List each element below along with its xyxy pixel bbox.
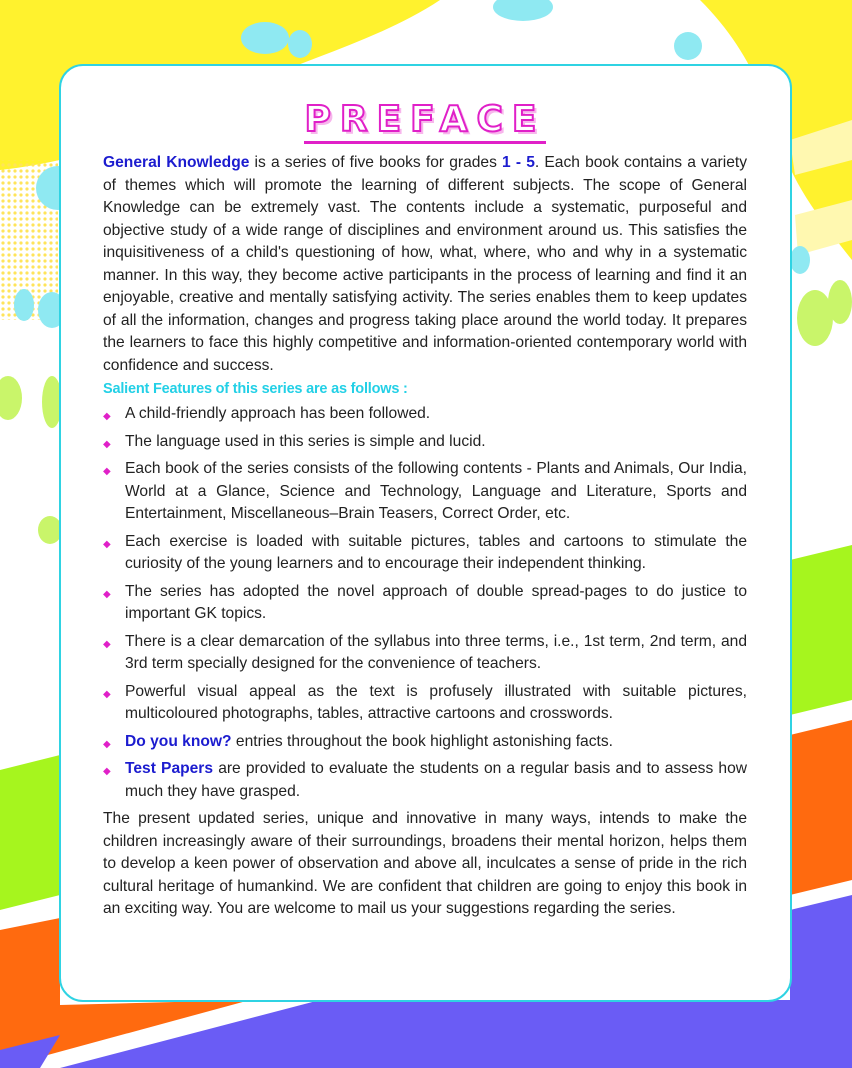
- feature-item: [103, 581, 747, 626]
- green-stripe-left: [0, 755, 60, 910]
- diamond-bullet-icon: ◆: [103, 438, 111, 450]
- intro-paragraph: [103, 152, 747, 377]
- diamond-bullet-icon: ◆: [103, 466, 111, 477]
- feature-item: [103, 458, 747, 526]
- diamond-bullet-icon: ◆: [103, 538, 111, 550]
- grades-range: 1 - 5: [502, 154, 535, 171]
- closing-paragraph: The present updated series, unique and innovative in many ways, intends to make the children increasingly aware of their surroundings, broadens their mental horizon, helps them to develop a keen power of observation and above all, inculcates a sense of pride in the rich cultural heritage of humankind. We are confident that children are going to enjoy this book in an exciting way. You are welcome to mail us your suggestions regarding the series.: [103, 810, 747, 917]
- features-list: [103, 403, 747, 803]
- feature-text: Each book of the series consists of the following contents - Plants and Animals, Our India, World at a Glance, Science and Technology, Language and Literature, Sports and Entertainment, Miscellaneous–Brain Teasers, Correct Order, etc.: [125, 460, 747, 522]
- feature-text: The series has adopted the novel approach of double spread-pages to do justice to important GK topics.: [125, 582, 747, 622]
- diamond-bullet-icon: ◆: [103, 738, 111, 750]
- green-stripe-right: [790, 545, 852, 715]
- feature-item: [103, 431, 747, 454]
- diamond-bullet-icon: ◆: [103, 688, 111, 700]
- diamond-bullet-icon: ◆: [103, 766, 111, 777]
- intro-text-2: . Each book contains a variety of themes which will promote the learning of different subjects. The scope of General Knowledge can be extremely vast. The contents include a systematic, purposeful and objective study of a wide range of disciplines and environment around us. This satisfies the inquisitiveness of a child's questioning of how, what, where, who and why in a systematic manner. In this way, they become active participants in the process of learning and find it an enjoyable, creative and mentally satisfying activity. The series enables them to keep updates of all the information, changes and progress taking place around the world today. It prepares the learners to face this highly competitive and information-oriented contemporary world with confidence and success.: [103, 154, 748, 374]
- diamond-bullet-icon: ◆: [103, 588, 111, 600]
- orange-stripe-right: [790, 720, 852, 895]
- feature-text: Powerful visual appeal as the text is profusely illustrated with suitable pictures, multicoloured photographs, tables, attractive cartoons and crosswords.: [125, 682, 747, 722]
- feature-text: entries throughout the book highlight astonishing facts.: [231, 732, 613, 750]
- diamond-bullet-icon: ◆: [103, 638, 111, 650]
- feature-bold: Test Papers: [125, 760, 214, 777]
- feature-item: [103, 681, 747, 726]
- feature-bold: Do you know?: [125, 732, 232, 750]
- feature-text: There is a clear demarcation of the syllabus into three terms, i.e., 1st term, 2nd term, and 3rd term specially designed for the convenience of teachers.: [125, 632, 747, 672]
- green-blob: [797, 290, 833, 346]
- feature-text: are provided to evaluate the students on a regular basis and to assess how much they have grasped.: [125, 760, 748, 800]
- feature-item: [103, 631, 747, 676]
- intro-text-1: is a series of five books for grades: [249, 154, 503, 171]
- feature-text: The language used in this series is simple and lucid.: [125, 432, 486, 450]
- feature-text: Each exercise is loaded with suitable pictures, tables and cartoons to stimulate the curiosity of the young learners and to encourage their independent thinking.: [125, 532, 747, 572]
- feature-item: [103, 531, 747, 576]
- feature-item: [103, 731, 747, 754]
- series-name: General Knowledge: [103, 154, 250, 171]
- cyan-blob: [241, 22, 289, 54]
- feature-item: [103, 758, 747, 803]
- diamond-bullet-icon: ◆: [103, 411, 111, 422]
- preface-card: [59, 64, 792, 1002]
- feature-item: [103, 403, 747, 426]
- page-title: [103, 100, 747, 140]
- features-heading: Salient Features of this series are as follows :: [103, 381, 408, 397]
- feature-text: A child-friendly approach has been followed.: [125, 405, 431, 422]
- title-text: PREFACE: [304, 99, 545, 144]
